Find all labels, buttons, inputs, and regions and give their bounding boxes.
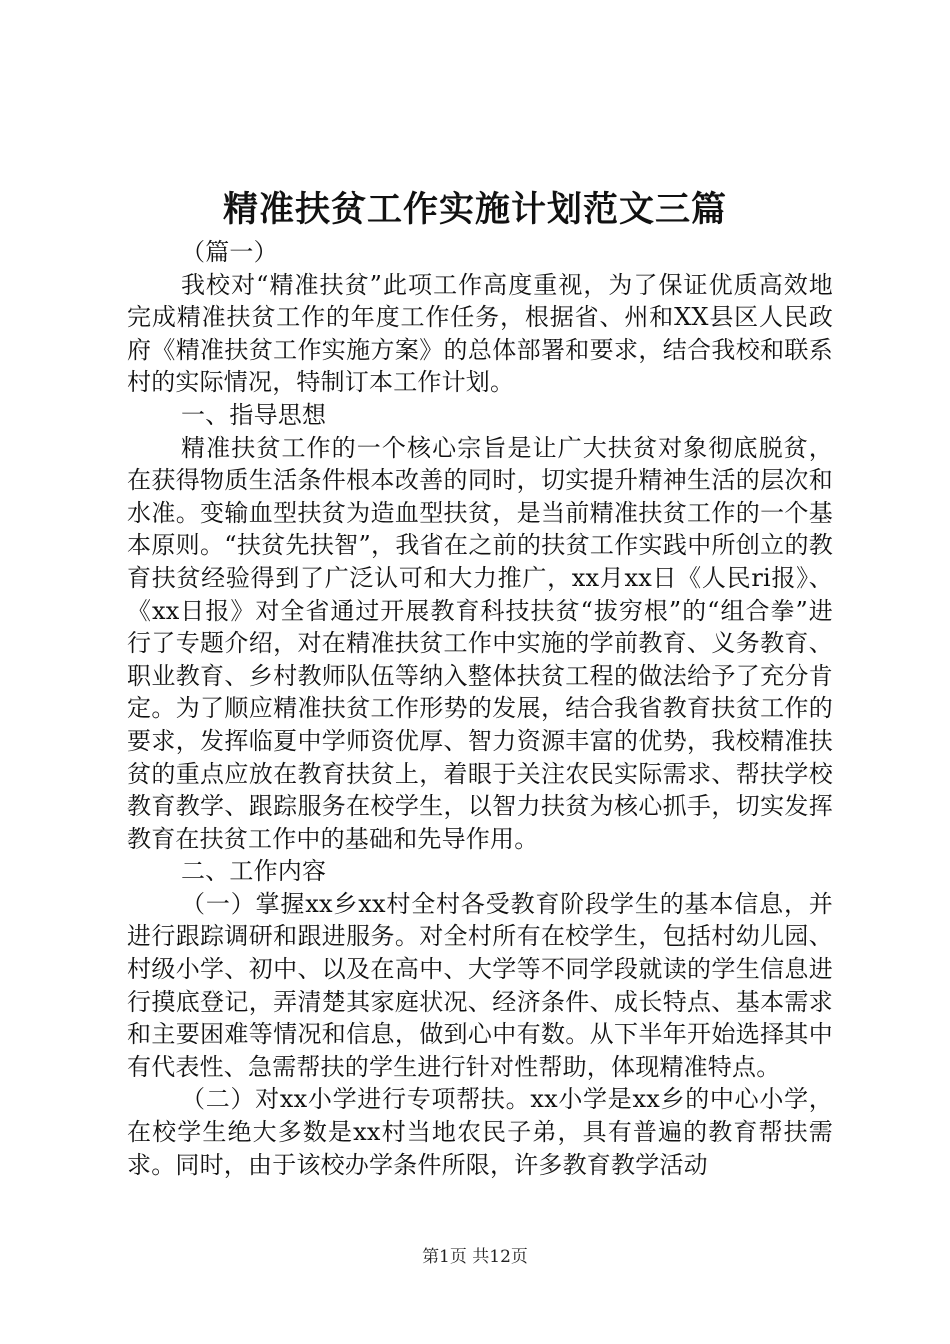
guiding-thought-paragraph: 精准扶贫工作的一个核心宗旨是让广大扶贫对象彻底脱贫，在获得物质生活条件根本改善的同时，切实提升精神生活的层次和水准。变输血型扶贫为造血型扶贫，是当前精准扶贫工作的一个基本原则。“扶贫先扶智”，我省在之前的扶贫工作实践中所创立的教育扶贫经验得到了广泛认可和大力推广，xx月xx日《人民ri报》、《xx日报》对全省通过开展教育科技扶贫“拔穷根”的“组合拳”进行了专题介绍，对在精准扶贫工作中实施的学前教育、义务教育、职业教育、乡村教师队伍等纳入整体扶贫工程的做法给予了充分肯定。为了顺应精准扶贫工作形势的发展，结合我省教育扶贫工作的要求，发挥临夏中学师资优厚、智力资源丰富的优势，我校精准扶贫的重点应放在教育扶贫上，着眼于关注农民实际需求、帮扶学校教育教学、跟踪服务在校学生，以智力扶贫为核心抓手，切实发挥教育在扶贫工作中的基础和先导作用。	[127, 433, 833, 853]
page-number-footer: 第1页 共12页	[422, 1247, 528, 1267]
section-heading-work-content: 二、工作内容	[181, 857, 327, 886]
document-body	[127, 236, 833, 1181]
work-item-2-paragraph: （二）对xx小学进行专项帮扶。xx小学是xx乡的中心小学，在校学生绝大多数是xx村当地农民子弟，具有普遍的教育帮扶需求。同时，由于该校办学条件所限，许多教育教学活动	[127, 1085, 833, 1179]
work-item-1-paragraph: （一）掌握xx乡xx村全村各受教育阶段学生的基本信息，并进行跟踪调研和跟进服务。对全村所有在校学生，包括村幼儿园、村级小学、初中、以及在高中、大学等不同学段就读的学生信息进行摸底登记，弄清楚其家庭状况、经济条件、成长特点、基本需求和主要困难等情况和信息，做到心中有数。从下半年开始选择其中有代表性、急需帮扶的学生进行针对性帮助，体现精准特点。	[127, 889, 833, 1081]
part-label: （篇一）	[181, 238, 278, 266]
document-title: 精准扶贫工作实施计划范文三篇	[222, 189, 727, 230]
intro-paragraph: 我校对“精准扶贫”此项工作高度重视，为了保证优质高效地完成精准扶贫工作的年度工作任务，根据省、州和XX县区人民政府《精准扶贫工作实施方案》的总体部署和要求，结合我校和联系村的实际情况，特制订本工作计划。	[127, 270, 833, 397]
section-heading-guiding-thought: 一、指导思想	[181, 400, 327, 429]
